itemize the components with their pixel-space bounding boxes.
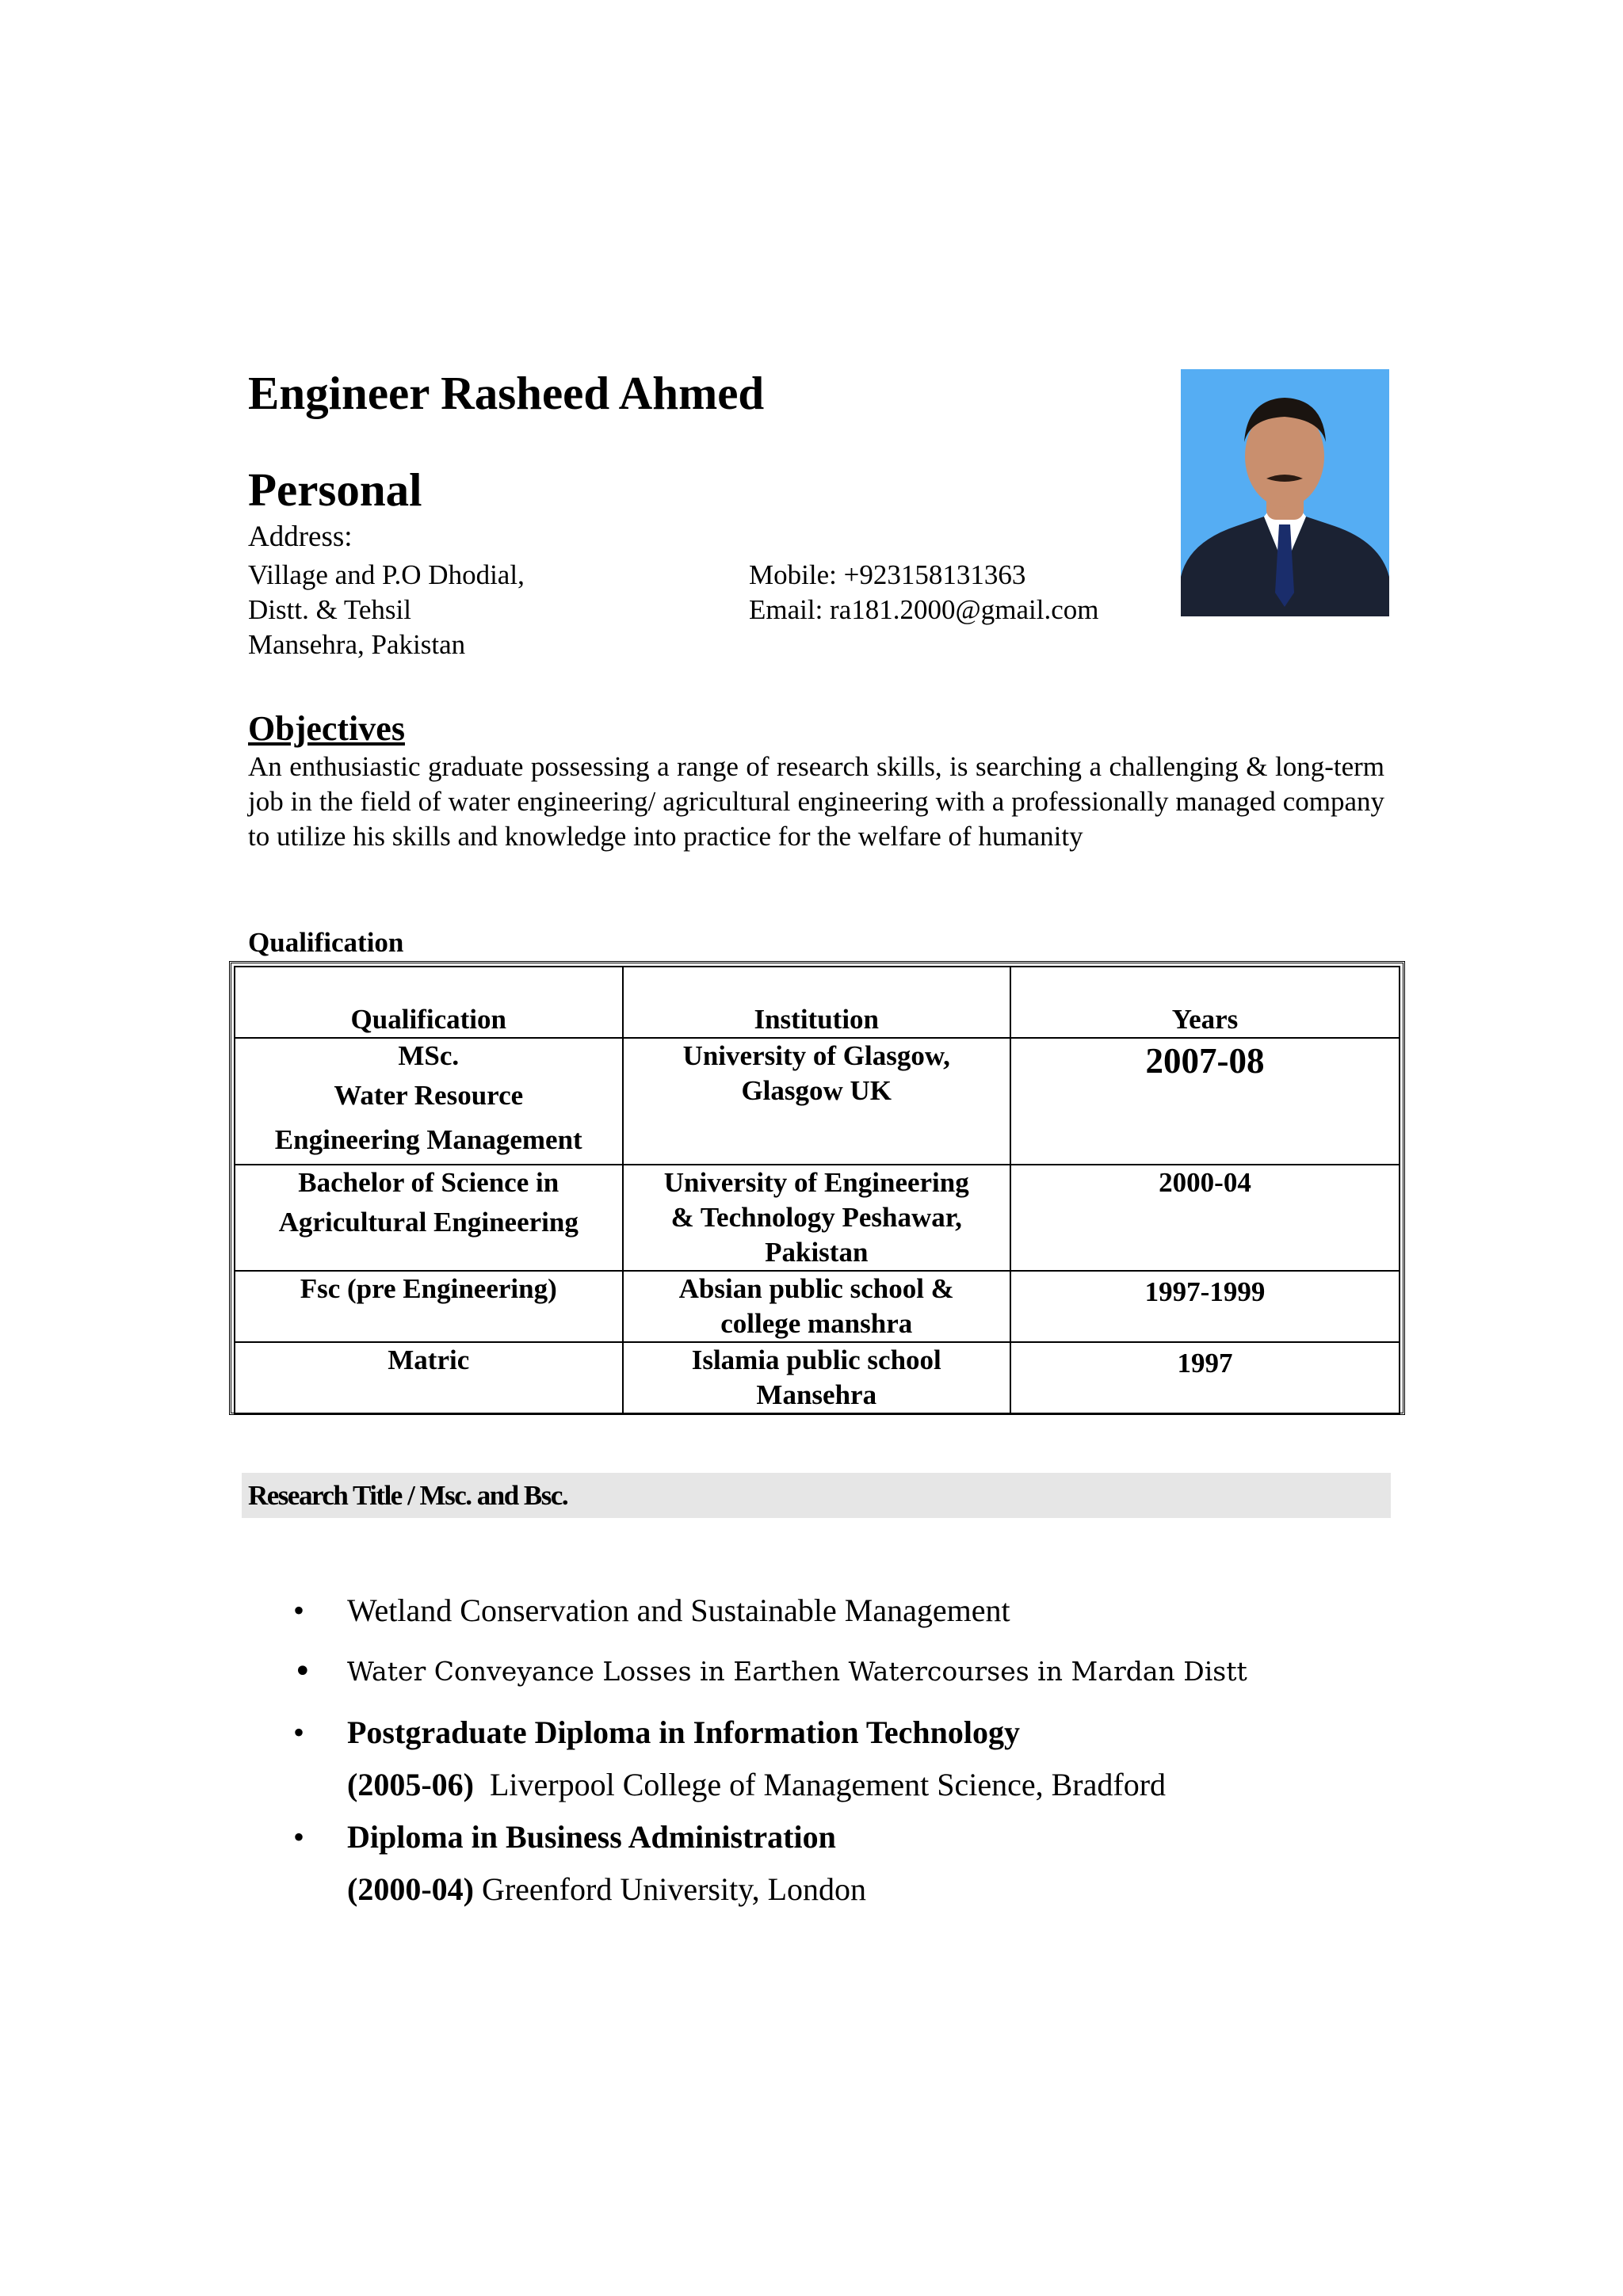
cell-text: University of Engineering: [663, 1167, 969, 1198]
address-line-1: Village and P.O Dhodial,: [248, 559, 525, 590]
cell-text: 1997: [1177, 1348, 1233, 1379]
qualification-heading: Qualification: [248, 927, 404, 958]
diploma-details: [347, 1759, 1482, 1811]
diploma-place: Greenford University, London: [481, 1871, 867, 1907]
diploma-years: (2000-04): [347, 1871, 474, 1907]
research-item-text: Water Conveyance Losses in Earthen Watercourses in Mardan Distt: [347, 1656, 1247, 1687]
address-line-2: Distt. & Tehsil: [248, 594, 411, 625]
portrait-illustration: [1181, 369, 1389, 616]
institution-cell: [623, 1342, 1011, 1413]
column-header-qualification: Qualification: [235, 967, 623, 1038]
bullet-icon: •: [293, 1592, 305, 1628]
cell-text: Engineering Management: [274, 1124, 582, 1155]
profile-photo: [1181, 369, 1389, 616]
research-title-heading: Research Title / Msc. and Bsc.: [248, 1480, 568, 1511]
cell-text: 2000-04: [1159, 1167, 1251, 1198]
cell-text: Matric: [388, 1344, 470, 1375]
qualification-table-grid: [234, 966, 1400, 1414]
cell-text: Pakistan: [765, 1237, 869, 1268]
institution-cell: [623, 1165, 1011, 1271]
table-row: [235, 1038, 1400, 1165]
years-cell: [1010, 1038, 1400, 1165]
research-title-band: [242, 1473, 1391, 1518]
institution-cell: [623, 1038, 1011, 1165]
list-item: [293, 1648, 1482, 1695]
qualification-cell: [235, 1165, 623, 1271]
objectives-text: An enthusiastic graduate possessing a range of research skills, is searching a challenging & long-term job in the field of water engineering/ agricultural engineering with a professionally managed company to utilize his skills and knowledge into practice for the welfare of humanity: [248, 751, 1384, 852]
cell-text: Glasgow UK: [741, 1075, 892, 1106]
cell-text: Water Resource: [334, 1080, 524, 1111]
list-item: [293, 1707, 1482, 1811]
email-address: Email: ra181.2000@gmail.com: [749, 594, 1099, 625]
research-list: [293, 1585, 1482, 1916]
cell-text: college manshra: [720, 1308, 913, 1339]
table-row: [235, 1165, 1400, 1271]
section-personal-heading: Personal: [248, 463, 422, 516]
bullet-icon: •: [293, 1819, 305, 1855]
cell-text: Bachelor of Science in: [298, 1167, 559, 1198]
cell-text: MSc.: [398, 1040, 460, 1071]
qualification-cell: [235, 1271, 623, 1342]
diploma-title: Diploma in Business Administration: [347, 1819, 836, 1855]
column-header-years: Years: [1010, 967, 1400, 1038]
address-line-3: Mansehra, Pakistan: [248, 629, 466, 660]
table-header-row: [235, 967, 1400, 1038]
table-row: [235, 1271, 1400, 1342]
bullet-icon: •: [293, 1653, 312, 1690]
years-cell: [1010, 1165, 1400, 1271]
cell-text: Agricultural Engineering: [278, 1207, 579, 1238]
bullet-icon: •: [293, 1714, 305, 1750]
address-label: Address:: [248, 521, 353, 553]
cell-text: Fsc (pre Engineering): [300, 1273, 557, 1304]
cell-text: Absian public school &: [678, 1273, 954, 1304]
column-header-institution: Institution: [623, 967, 1011, 1038]
diploma-details: [347, 1863, 1482, 1916]
objectives-heading: Objectives: [248, 709, 405, 748]
qualification-cell: [235, 1038, 623, 1165]
diploma-title: Postgraduate Diploma in Information Technology: [347, 1714, 1020, 1750]
qualification-table: [229, 961, 1405, 1415]
cell-text: 1997-1999: [1144, 1276, 1266, 1307]
years-cell: [1010, 1271, 1400, 1342]
diploma-years: (2005-06): [347, 1767, 474, 1802]
diploma-place: Liverpool College of Management Science, Bradford: [489, 1767, 1167, 1802]
cell-text: University of Glasgow,: [682, 1040, 950, 1071]
years-cell: [1010, 1342, 1400, 1413]
qualification-cell: [235, 1342, 623, 1413]
cv-name: Engineer Rasheed Ahmed: [248, 367, 765, 419]
research-item-text: Wetland Conservation and Sustainable Management: [347, 1592, 1010, 1628]
list-item: [293, 1811, 1482, 1916]
institution-cell: [623, 1271, 1011, 1342]
cell-text: & Technology Peshawar,: [670, 1202, 962, 1233]
cell-text: Mansehra: [756, 1379, 877, 1410]
cell-text: Islamia public school: [691, 1344, 941, 1375]
table-row: [235, 1342, 1400, 1413]
cell-text: 2007-08: [1145, 1041, 1265, 1081]
list-item: [293, 1585, 1482, 1637]
mobile-number: Mobile: +923158131363: [749, 559, 1026, 590]
